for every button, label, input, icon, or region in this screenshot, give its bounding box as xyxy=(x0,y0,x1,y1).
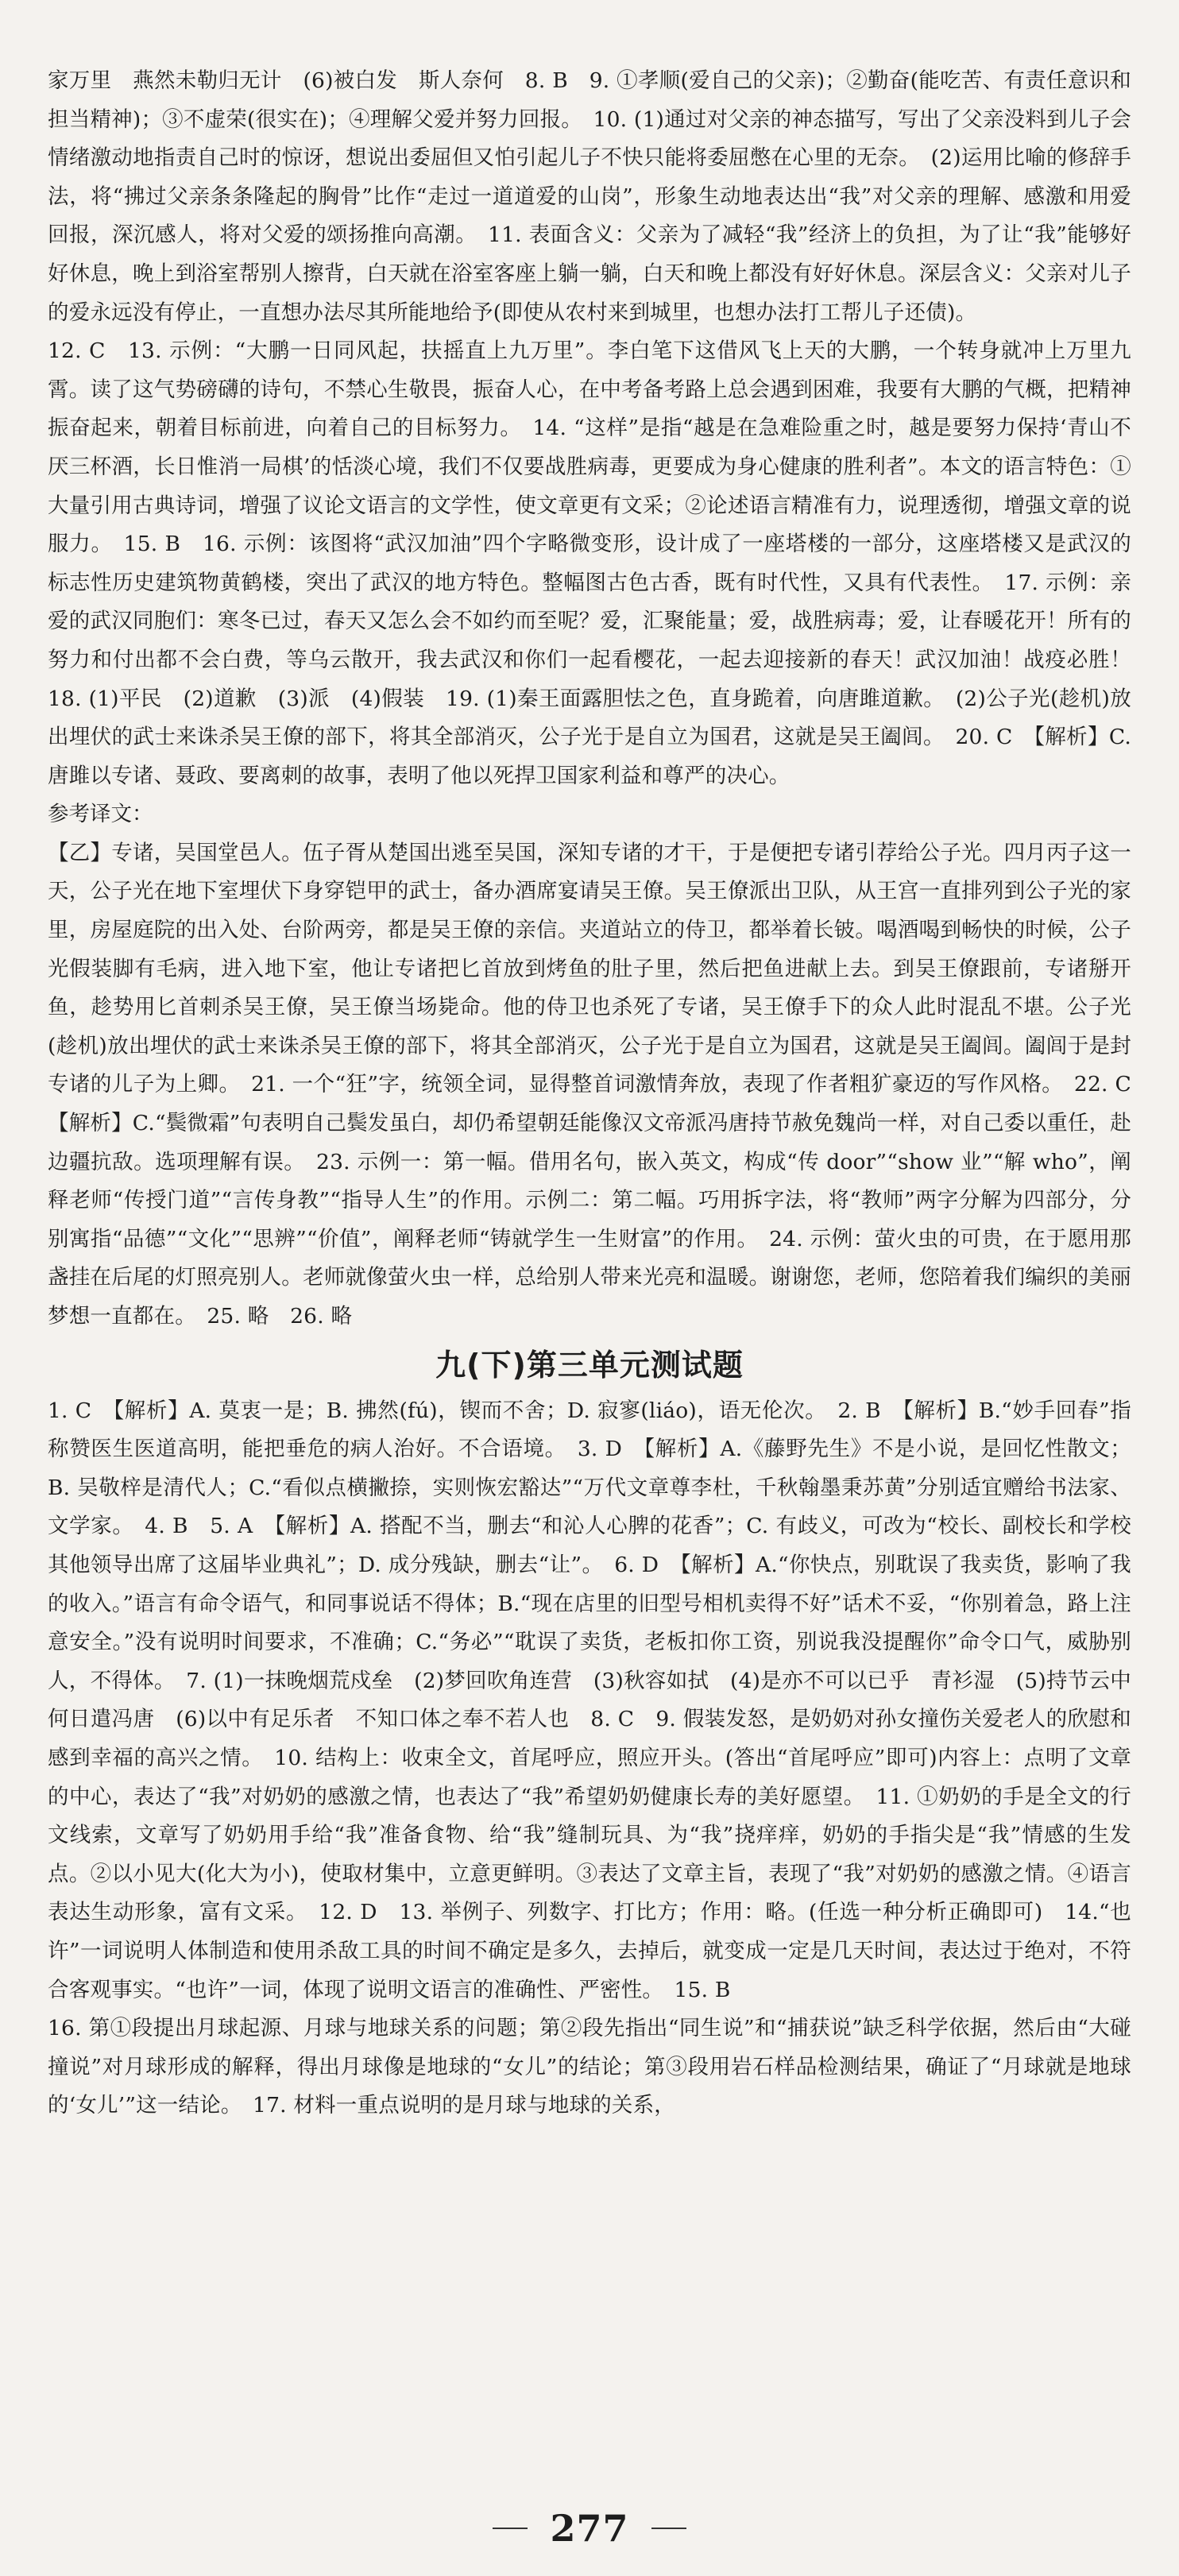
footer-dash-right xyxy=(651,2528,686,2529)
page-footer xyxy=(0,2504,1179,2552)
page-number: 277 xyxy=(550,2507,629,2550)
answer-paragraph-1: 家万里 燕然未勒归无计 (6)被白发 斯人奈何 8. B 9. ①孝顺(爱自己的父亲)；②勤奋(能吃苦、有责任意识和担当精神)；③不虚荣(很实在)；④理解父爱并努力回报。 10. (1)通过对父亲的神态描写，写出了父亲没料到儿子会情绪激动地指责自己时的惊讶，想说出委屈但又怕引起儿子不快只能将委屈憋在心里的无奈。 (2)运用比喻的修辞手法，将“拂过父亲条条隆起的胸骨”比作“走过一道道爱的山岗”，形象生动地表达出“我”对父亲的理解、感激和用爱回报，深沉感人，将对父爱的颂扬推向高潮。 11. 表面含义：父亲为了减轻“我”经济上的负担，为了让“我”能够好好休息，晚上到浴室帮别人擦背，白天就在浴室客座上躺一躺，白天和晚上都没有好好休息。深层含义：父亲对儿子的爱永远没有停止，一直想办法尽其所能地给予(即使从农村来到城里，也想办法打工帮儿子还债)。 xyxy=(48,68,1131,325)
answer-paragraph-2: 12. C 13. 示例：“大鹏一日同风起，扶摇直上九万里”。李白笔下这借风飞上天的大鹏，一个转身就冲上万里九霄。读了这气势磅礴的诗句，不禁心生敬畏，振奋人心，在中考备考路上总会遇到困难，我要有大鹏的气概，把精神振奋起来，朝着目标前进，向着自己的目标努力。 14. “这样”是指“越是在急难险重之时，越是要努力保持‘青山不厌三杯酒，长日惟消一局棋’的恬淡心境，我们不仅要战胜病毒，更要成为身心健康的胜利者”。本文的语言特色：①大量引用古典诗词，增强了议论文语言的文学性，使文章更有文采；②论述语言精准有力，说理透彻，增强文章的说服力。 15. B 16. 示例：该图将“武汉加油”四个字略微变形，设计成了一座塔楼的一部分，这座塔楼又是武汉的标志性历史建筑物黄鹤楼，突出了武汉的地方特色。整幅图古色古香，既有时代性，又具有代表性。 17. 示例：亲爱的武汉同胞们：寒冬已过，春天又怎么会不如约而至呢？爱，汇聚能量；爱，战胜病毒；爱，让春暖花开！所有的努力和付出都不会白费，等乌云散开，我去武汉和你们一起看樱花，一起去迎接新的春天！武汉加油！战疫必胜！ 18. (1)平民 (2)道歉 (3)派 (4)假装 19. (1)秦王面露胆怯之色，直身跪着，向唐雎道歉。 (2)公子光(趁机)放出埋伏的武士来诛杀吴王僚的部下，将其全部消灭，公子光于是自立为国君，这就是吴王阖闾。 20. C 【解析】C. 唐雎以专诸、聂政、要离刺的故事，表明了他以死捍卫国家利益和尊严的决心。 xyxy=(48,338,1153,788)
test-answer-paragraph-2: 16. 第①段提出月球起源、月球与地球关系的问题；第②段先指出“同生说”和“捕获说”缺乏科学依据，然后由“大碰撞说”对月球形成的解释，得出月球像是地球的“女儿”的结论；第③段用岩石样品检测结果，确证了“月球就是地球的‘女儿’”这一结论。 17. 材料一重点说明的是月球与地球的关系， xyxy=(48,2016,1131,2118)
answer-paragraph-3: 【乙】专诸，吴国堂邑人。伍子胥从楚国出逃至吴国，深知专诸的才干，于是便把专诸引荐给公子光。四月丙子这一天，公子光在地下室埋伏下身穿铠甲的武士，备办酒席宴请吴王僚。吴王僚派出卫队，从王宫一直排列到公子光的家里，房屋庭院的出入处、台阶两旁，都是吴王僚的亲信。夹道站立的侍卫，都举着长铍。喝酒喝到畅快的时候，公子光假装脚有毛病，进入地下室，他让专诸把匕首放到烤鱼的肚子里，然后把鱼进献上去。到吴王僚跟前，专诸掰开鱼，趁势用匕首刺杀吴王僚，吴王僚当场毙命。他的侍卫也杀死了专诸，吴王僚手下的众人此时混乱不堪。公子光(趁机)放出埋伏的武士来诛杀吴王僚的部下，将其全部消灭，公子光于是自立为国君，这就是吴王阖闾。阖闾于是封专诸的儿子为上卿。 21. 一个“狂”字，统领全词，显得整首词激情奔放，表现了作者粗犷豪迈的写作风格。 22. C 【解析】C.“鬓微霜”句表明自己鬓发虽白，却仍希望朝廷能像汉文帝派冯唐持节赦免魏尚一样，对自己委以重任，赴边疆抗敌。选项理解有误。 23. 示例一：第一幅。借用名句，嵌入英文，构成“传 door”“show 业”“解 who”，阐释老师“传授门道”“言传身教”“指导人生”的作用。示例二：第二幅。巧用拆字法，将“教师”两字分解为四部分，分别寓指“品德”“文化”“思辨”“价值”，阐释老师“铸就学生一生财富”的作用。 24. 示例：萤火虫的可贵，在于愿用那盏挂在后尾的灯照亮别人。老师就像萤火虫一样，总给别人带来光亮和温暖。谢谢您，老师，您陪着我们编织的美丽梦想一直都在。 25. 略 26. 略 xyxy=(48,840,1153,1329)
footer-dash-left xyxy=(493,2528,528,2529)
test-answer-paragraph-1: 1. C 【解析】A. 莫衷一是；B. 拂然(fú)，锲而不舍；D. 寂寥(liáo)，语无伦次。 2. B 【解析】B.“妙手回春”指称赞医生医道高明，能把垂危的病人治好。不合语境。 3. D 【解析】A.《藤野先生》不是小说，是回忆性散文；B. 吴敬梓是清代人；C.“看似点横撇捺，实则恢宏豁达”“万代文章尊李杜，千秋翰墨秉苏黄”分别适宜赠给书法家、文学家。 4. B 5. A 【解析】A. 搭配不当，删去“和沁人心脾的花香”；C. 有歧义，可改为“校长、副校长和学校其他领导出席了这届毕业典礼”；D. 成分残缺，删去“让”。 6. D 【解析】A.“你快点，别耽误了我卖货，影响了我的收入。”语言有命令语气，和同事说话不得体；B.“现在店里的旧型号相机卖得不好”话术不妥，“你别着急，路上注意安全。”没有说明时间要求，不准确；C.“务必”“耽误了卖货，老板扣你工资，别说我没提醒你”命令口气，威胁别人，不得体。 7. (1)一抹晚烟荒戍垒 (2)梦回吹角连营 (3)秋容如拭 (4)是亦不可以已乎 青衫湿 (5)持节云中 何日遣冯唐 (6)以中有足乐者 不知口体之奉不若人也 8. C 9. 假装发怒，是奶奶对孙女撞伤关爱老人的欣慰和感到幸福的高兴之情。 10. 结构上：收束全文，首尾呼应，照应开头。(答出“首尾呼应”即可)内容上：点明了文章的中心，表达了“我”对奶奶的感激之情，也表达了“我”希望奶奶健康长寿的美好愿望。 11. ①奶奶的手是全文的行文线索，文章写了奶奶用手给“我”准备食物、给“我”缝制玩具、为“我”挠痒痒，奶奶的手指尖是“我”情感的生发点。②以小见大(化大为小)，使取材集中，立意更鲜明。③表达了文章主旨，表现了“我”对奶奶的感激之情。④语言表达生动形象，富有文采。 12. D 13. 举例子、列数字、打比方；作用：略。(任选一种分析正确即可) 14.“也许”一词说明人体制造和使用杀敌工具的时间不确定是多久，去掉后，就变成一定是几天时间，表达过于绝对，不符合客观事实。“也许”一词，体现了说明文语言的准确性、严密性。 15. B xyxy=(48,1398,1153,2002)
translation-label: 参考译文： xyxy=(48,802,153,827)
section-title: 九(下)第三单元测试题 xyxy=(435,1347,744,1383)
